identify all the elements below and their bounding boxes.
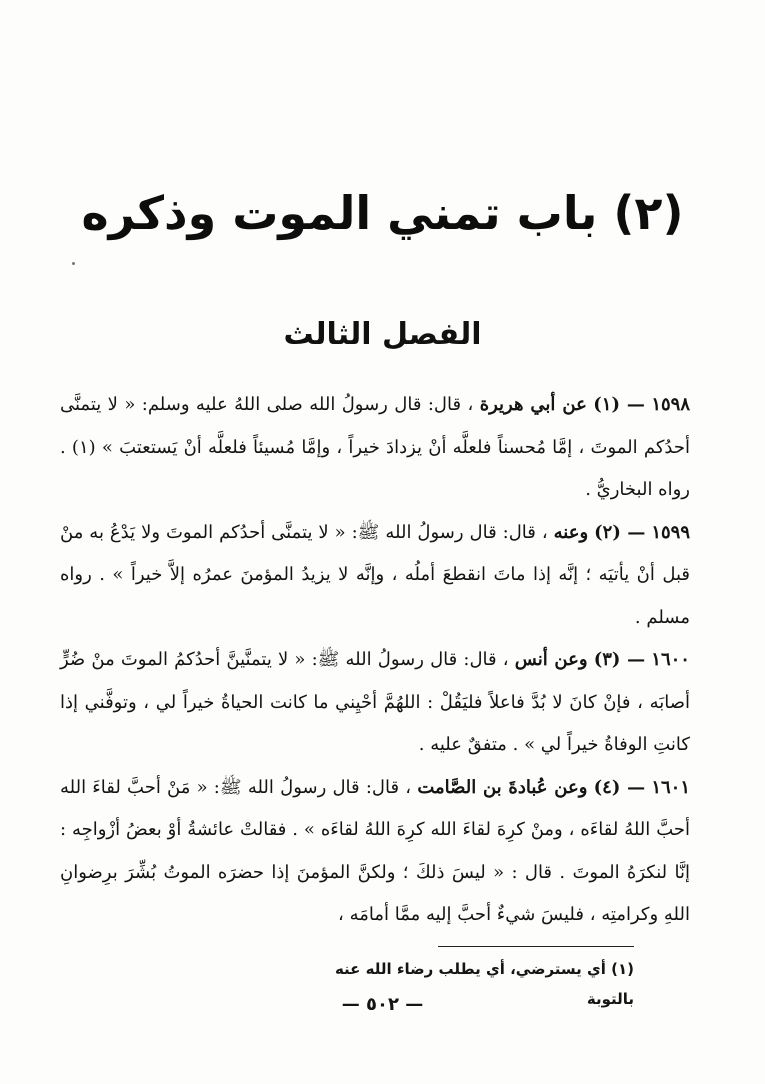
hadith-ref: — (٢)	[594, 521, 646, 543]
hadith-narrator: وعن أنس	[514, 649, 588, 670]
hadith-entry	[60, 512, 690, 640]
hadith-narrator: عن أبي هريرة	[479, 394, 587, 415]
section-title: الفصل الثالث	[283, 317, 482, 352]
hadith-number: ١٦٠١	[651, 776, 690, 798]
scan-speck	[72, 262, 75, 265]
hadith-entry	[60, 639, 690, 767]
hadith-text: ، قال: قال رسولُ الله ﷺ: « لا يتمنَّى أحدُكم الموتَ ولا يَدْعُ به منْ قبل أنْ يأتيَه ؛ إنَّه إذا ماتَ انقطعَ أملُه ، وإنَّه لا يزيدُ المؤمنَ عمرُه إلاَّ خيراً » . رواه مسلم .	[60, 521, 690, 628]
hadith-list	[60, 384, 690, 937]
page-number: — ٥٠٢ —	[341, 994, 424, 1015]
hadith-ref: — (٣)	[593, 649, 646, 670]
hadith-text: ، قال: قال رسولُ الله ﷺ: « لا يتمنَّينَّ أحدُكمُ الموتَ منْ ضُرٍّ أصابَه ، فإنْ كانَ لا بُدَّ فاعلاً فليَقُلْ : اللهُمَّ أحْيِني ما كانت الحياةُ خيراً لي ، وتوفَّني إذا كانتِ الوفاةُ خيراً لي » . متفقٌ عليه .	[60, 649, 690, 755]
hadith-entry	[60, 384, 690, 512]
hadith-number: ١٥٩٨	[651, 394, 690, 415]
hadith-number: ١٥٩٩	[651, 521, 690, 543]
hadith-entry	[60, 767, 690, 937]
hadith-number: ١٦٠٠	[651, 649, 690, 670]
hadith-narrator: وعنه	[553, 521, 589, 543]
footnote-divider	[438, 946, 634, 947]
hadith-text: ، قال: قال رسولُ الله صلى اللهُ عليه وسلم: « لا يتمنَّى أحدُكم الموتَ ، إمَّا مُحسناً فلعلَّه أنْ يزدادَ خيراً ، وإمَّا مُسيئاً فلعلَّه أنْ يَستعتبَ » (١) . رواه البخاريُّ .	[60, 394, 690, 500]
hadith-text: ، قال: قال رسولُ الله ﷺ: « مَنْ أحبَّ لقاءَ الله أحبَّ اللهُ لقاءَه ، ومنْ كرِهَ لقاءَ الله كرِهَ اللهُ لقاءَه » . فقالتْ عائشةُ أوْ بعضُ أزْواجِه : إنَّا لنكرَهُ الموتَ . قال : « ليسَ ذلكَ ؛ ولكنَّ المؤمنَ إذا حضرَه الموتُ بُشِّرَ برِضوانِ اللهِ وكرامتِه ، فليسَ شيءٌ أحبَّ إليه ممَّا أمامَه ،	[60, 776, 690, 925]
chapter-title: (٢) باب تمني الموت وذكره	[81, 186, 684, 240]
hadith-narrator: وعن عُبادةَ بن الصَّامت	[417, 776, 588, 798]
hadith-ref: — (٤)	[593, 776, 646, 798]
footnote: (١) أي يسترضي، أي يطلب رضاء الله عنه بالتوبة	[334, 960, 634, 1008]
hadith-ref: — (١)	[593, 394, 645, 415]
